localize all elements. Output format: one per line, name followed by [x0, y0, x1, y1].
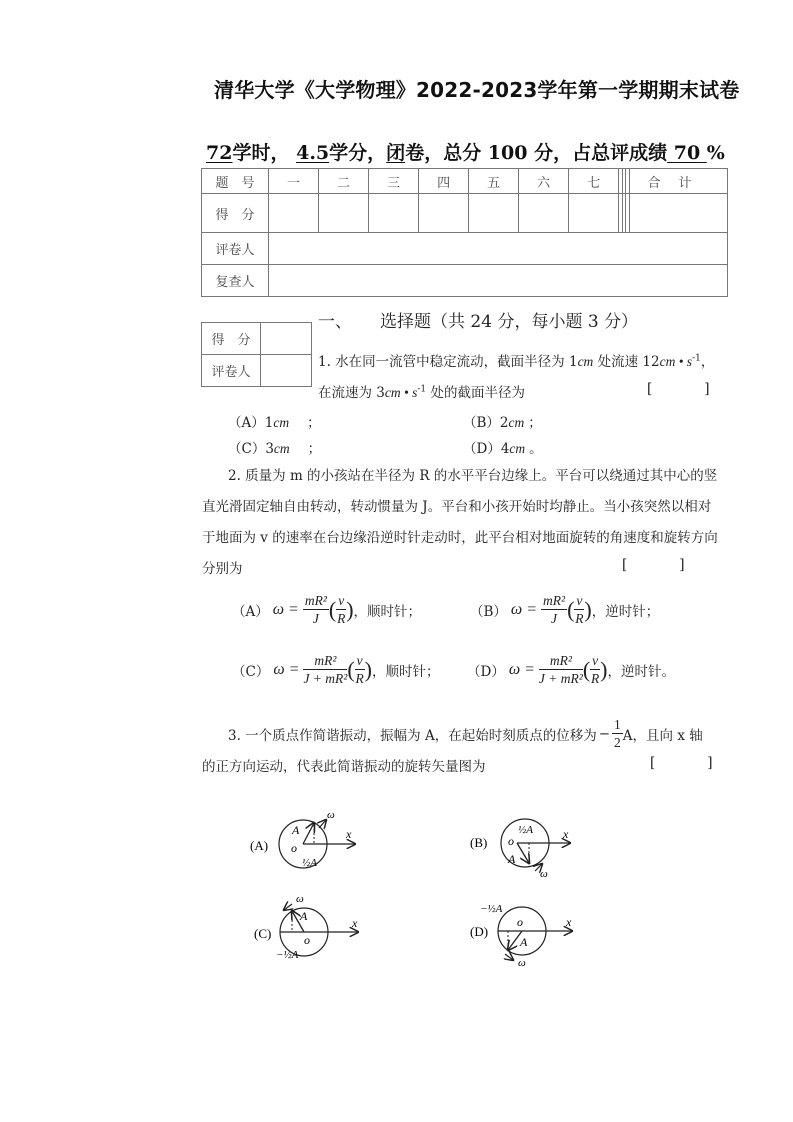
row-label-grader: 评卷人 — [202, 233, 269, 265]
q1-option-b[interactable]: （B）2cm ； — [463, 415, 542, 431]
score-cell[interactable] — [319, 194, 369, 233]
svg-text:A: A — [508, 852, 516, 866]
svg-text:(B): (B) — [470, 835, 488, 850]
svg-text:A: A — [292, 823, 300, 837]
row-label-question: 题 号 — [202, 169, 269, 194]
weight-value: 70 — [673, 142, 701, 164]
hours-label: 学时， — [232, 142, 290, 164]
score-row — [202, 194, 728, 233]
q1-option-c[interactable]: （C）3cm ； — [228, 441, 322, 457]
svg-text:½A: ½A — [302, 857, 317, 869]
row-label-score: 得 分 — [202, 194, 269, 233]
q3-line1: 3. 一个质点作简谐振动，振幅为 A，在起始时刻质点的位移为 − $\frac{1}{2}$ A，且向 x 轴 — [228, 717, 703, 750]
question-col-7: 七 — [569, 169, 619, 194]
total-header: 合计 — [630, 169, 728, 194]
svg-text:x: x — [352, 916, 358, 930]
svg-text:A: A — [520, 935, 528, 949]
svg-text:x: x — [566, 915, 572, 929]
svg-text:x: x — [346, 827, 352, 841]
q3-diagram-d[interactable] — [460, 890, 600, 975]
svg-text:½A: ½A — [518, 824, 533, 836]
svg-text:o: o — [508, 834, 514, 848]
svg-text:(A): (A) — [250, 838, 269, 853]
q1-option-d[interactable]: （D）4cm 。 — [463, 441, 543, 457]
q3-diagram-a[interactable] — [240, 800, 380, 890]
q2-option-c[interactable]: （C） ω = $\frac{\text{mR²}}{\text{J + mR²}}$ ( $\frac{v}{R}$ ) ，顺时针； — [232, 653, 440, 686]
section-score-table — [201, 322, 312, 387]
grader-row — [202, 233, 728, 265]
score-cell[interactable] — [569, 194, 619, 233]
svg-text:o: o — [304, 933, 310, 947]
q2-line3: 于地面为 v 的速率在台边缘沿逆时针走动时，此平台相对地面旋转的角速度和旋转方向 — [202, 530, 718, 546]
grader-cell[interactable] — [269, 233, 728, 265]
q3-line2: 的正方向运动，代表此简谐振动的旋转矢量图为 — [202, 759, 486, 775]
svg-text:ω: ω — [296, 893, 304, 905]
weight-suffix: % — [706, 142, 725, 164]
question-col-1: 一 — [269, 169, 319, 194]
score-cell[interactable] — [469, 194, 519, 233]
section-score-cell[interactable] — [261, 323, 312, 355]
svg-text:ω: ω — [327, 809, 335, 821]
svg-text:o: o — [517, 915, 523, 929]
q2-option-a[interactable]: （A） ω = $\frac{\text{mR²}}{J}$ ( $\frac{v}{R}$ ) ，顺时针； — [232, 593, 422, 626]
svg-text:x: x — [563, 827, 569, 841]
hours-value: 72 — [206, 142, 233, 164]
q1-answer-bracket[interactable]: [ ] — [647, 381, 710, 397]
q2-line1: 2. 质量为 m 的小孩站在半径为 R 的水平平台边缘上。平台可以绕通过其中心的竖 — [228, 468, 718, 484]
q1-line1: 1. 水在同一流管中稳定流动，截面半径为 1cm 处流速 12cm • $s^{-1}$， — [318, 353, 715, 370]
q2-option-d[interactable]: （D） ω = $\frac{\text{mR²}}{\text{J + mR²}}$ ( $\frac{v}{R}$ ) ，逆时针。 — [467, 653, 675, 686]
exam-type-suffix: 卷，总分 100 分，占总评成绩 — [405, 142, 668, 164]
q2-line2: 直光滑固定轴自由转动，转动惯量为 J。平台和小孩开始时均静止。当小孩突然以相对 — [202, 499, 712, 515]
question-col-3: 三 — [369, 169, 419, 194]
row-label-reviewer: 复查人 — [202, 265, 269, 297]
section-number: 一、 — [318, 312, 352, 332]
q2-answer-bracket[interactable]: [ ] — [622, 557, 685, 573]
svg-text:A: A — [300, 909, 308, 923]
score-cell[interactable] — [419, 194, 469, 233]
exam-type: 闭 — [386, 142, 406, 164]
question-col-6: 六 — [519, 169, 569, 194]
svg-text:ω: ω — [518, 957, 526, 969]
exam-title: 清华大学《大学物理》2022-2023学年第一学期期末试卷 — [214, 78, 740, 102]
question-col-4: 四 — [419, 169, 469, 194]
q3-diagram-b[interactable] — [460, 805, 600, 890]
score-table — [201, 168, 728, 297]
section-grader-cell[interactable] — [261, 355, 312, 387]
q1-line2: 在流速为 3cm • $s^{-1}$ 处的截面半径为 — [318, 384, 525, 401]
credits-value: 4.5 — [296, 142, 330, 164]
question-number-row — [202, 169, 728, 194]
svg-text:−½A: −½A — [276, 949, 299, 961]
svg-text:(C): (C) — [254, 926, 272, 941]
score-cell[interactable] — [269, 194, 319, 233]
section-grader-label: 评卷人 — [202, 355, 261, 387]
q1-option-a[interactable]: （A）1cm ； — [228, 415, 321, 431]
q3-answer-bracket[interactable]: [ ] — [650, 755, 713, 771]
reviewer-row — [202, 265, 728, 297]
reviewer-cell[interactable] — [269, 265, 728, 297]
section-score-label: 得 分 — [202, 323, 261, 355]
total-score-cell[interactable] — [630, 194, 728, 233]
section-heading — [318, 307, 638, 332]
svg-text:o: o — [291, 841, 297, 855]
q3-diagram-c[interactable] — [240, 890, 380, 965]
question-col-2: 二 — [319, 169, 369, 194]
section-title: 选择题（共 24 分，每小题 3 分） — [380, 312, 639, 332]
svg-text:−½A: −½A — [480, 903, 503, 915]
credits-label: 学分， — [329, 142, 387, 164]
svg-text:(D): (D) — [470, 924, 489, 939]
question-col-5: 五 — [469, 169, 519, 194]
exam-info-line — [206, 138, 725, 165]
score-cell[interactable] — [369, 194, 419, 233]
svg-text:ω: ω — [540, 868, 548, 880]
q2-option-b[interactable]: （B） ω = $\frac{\text{mR²}}{J}$ ( $\frac{v}{R}$ ) ，逆时针； — [470, 593, 660, 626]
score-cell[interactable] — [519, 194, 569, 233]
q2-line4: 分别为 — [202, 561, 243, 577]
